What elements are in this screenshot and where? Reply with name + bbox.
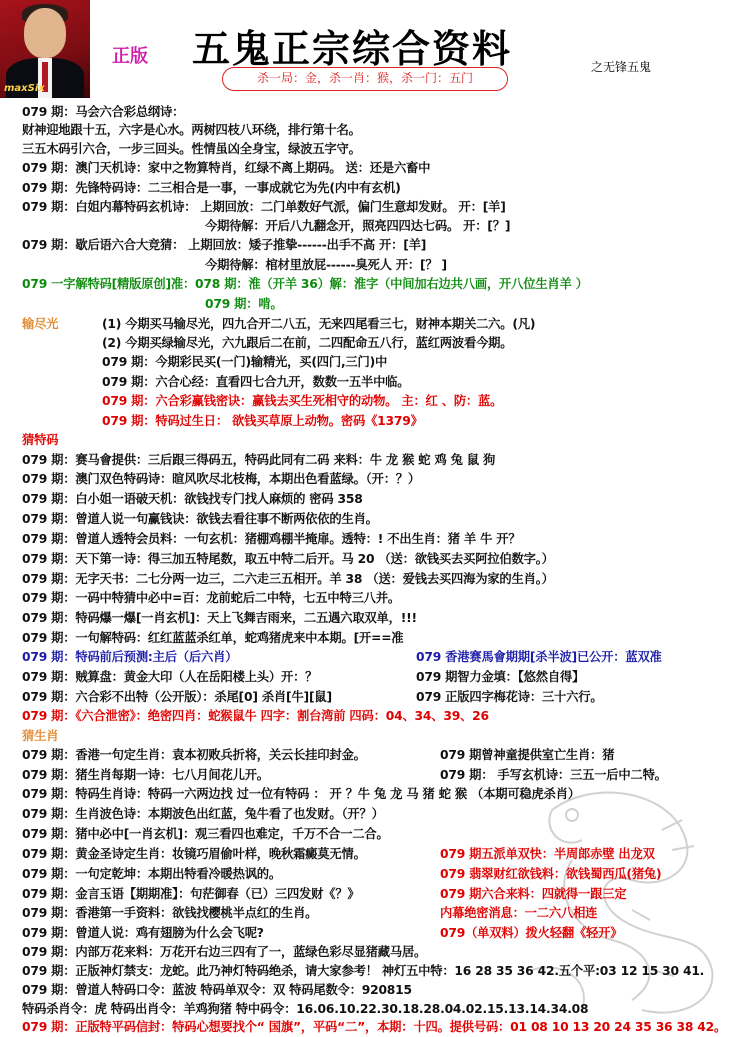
content-line: 079 期：一码中特猜中必中=百：龙前蛇后二中特，七五中特三八并。 xyxy=(22,591,400,605)
content-line: 特码杀肖令：虎 特码出肖令：羊鸡狗猪 特中码令：16.06.10.22.30.18.28.04.02.15.13.14.34.08 xyxy=(22,1002,589,1016)
content-line: 079 一字解特码[精版原创]准：078 期：淮（开羊 36）解：淮字（中间加右边共八画，开八位生肖羊 ） xyxy=(22,277,588,291)
photo-watermark: maxSix xyxy=(4,83,45,94)
content-line: 079 期：内部万花来料：万花开右边三四有了一，蓝绿色彩尽显猪藏马居。 xyxy=(22,945,427,959)
content-line: 079 期：正版特平码信封：特码心想要找个“ 国旗”，平码“二”，本期：十四。提供号码：01 08 10 13 20 24 35 36 38 42。 xyxy=(22,1020,727,1034)
content-line: 079 香港赛馬會期期[杀半波]已公开：蓝双准 xyxy=(416,650,662,664)
content-line: 079 期：金言玉语【期期准】：句茫御春（已）三四发财《？》 xyxy=(22,887,360,901)
content-line: (1) 今期买马输尽光，四九合开二八五，无来四尾看三七，财神本期关二六。(凡) xyxy=(102,317,536,331)
content-line: 079 期：特码爆一爆[一肖玄机]：天上飞舞吉雨来，二五遇六取双单，!!! xyxy=(22,611,417,625)
content-line: 079 期：特码前后预测:主后（后六肖） xyxy=(22,650,238,664)
sub-banner: 杀一局：金，杀一肖：猴，杀一门：五门 xyxy=(222,67,508,91)
content-line: 财神迎地跟十五，六字是心水。两树四枝八环绕，排行第十名。 xyxy=(22,123,361,137)
content-line: 079 期：赛马會提供：三后跟三得码五，特码此同有二码 来料：牛 龙 猴 蛇 鸡 兔 鼠 狗 xyxy=(22,453,496,467)
content-line: 079 期：六合彩不出特（公开版）：杀尾[0] 杀肖[牛][鼠] xyxy=(22,690,332,704)
content-line: 079 期：特码生肖诗：特码一六两边找 过一位有特码 ： 开 ？牛 兔 龙 马 猪 蛇 猴 （本期可稳虎杀肖） xyxy=(22,787,580,801)
content-line: 079 期：贼算盘：黄金大印（人在岳阳楼上头）开：？ xyxy=(22,670,318,684)
content-line: 079 期：六合心经：直看四七合九开，数数一五半中临。 xyxy=(102,375,410,389)
page-title: 五鬼正宗综合资料 xyxy=(192,26,513,71)
content-line: 079 期：黄金圣诗定生肖：妆镜巧眉偷叶样，晚秋霜癜莫无情。 xyxy=(22,847,366,861)
content-line: 079 期：特码过生日： 欲钱买草原上动物。密码《1379》 xyxy=(102,414,423,428)
content-line: 079 期：曾道人透特会员料：一句玄机：猪棚鸡棚半掩扉。透特：! 不出生肖：猪 羊 牛 开？ xyxy=(22,532,521,546)
content-line: 079 期：啃。 xyxy=(205,297,283,311)
content-line: 079 期：六合彩赢钱密诀：赢钱去买生死相守的动物。 主：红 、防：蓝。 xyxy=(102,394,503,408)
content-line: 079 期：香港一句定生肖：袁本初败兵折将，关云长挂印封金。 xyxy=(22,748,366,762)
content-line: 079 期：天下第一诗：得三加五特尾数，取五中特二后开。马 20 （送：欲钱买去买阿拉伯数字。） xyxy=(22,552,554,566)
content-line: 079 正版四字梅花诗：三十六行。 xyxy=(416,690,603,704)
content-line: 079（单双料）拨火轻翻《轻开》 xyxy=(440,926,623,940)
content-line: 079 期：香港第一手资料：欲钱找樱桃半点红的生肖。 xyxy=(22,906,318,920)
content-line: 猜生肖 xyxy=(22,729,59,743)
content-line: 079 期：先锋特码诗：二三相合是一事，一事成就它为先(内中有玄机) xyxy=(22,181,401,195)
content-line: 079 期：曾道人说：鸡有翅膀为什么会飞呢? xyxy=(22,926,264,940)
content-line: 079 期：猪生肖每期一诗：七八月间花儿开。 xyxy=(22,768,269,782)
content-line: 079 期：一句定乾坤：本期出特看冷暖热讽的。 xyxy=(22,867,281,881)
content-line: 079 期：生肖波色诗：本期波色出红蓝，兔牛看了也发财。（开？） xyxy=(22,807,384,821)
content-line: 输尽光 xyxy=(22,317,59,331)
content-line: 079 期曾神童提供室亡生肖：猪 xyxy=(440,748,615,762)
edition-label: 正版 xyxy=(112,46,148,67)
content-line: 079 期：歇后语六合大竞猜： 上期回放：矮子推挚------出手不高 开：[羊] xyxy=(22,238,427,252)
content-line: 079 期：白姐内幕特码玄机诗： 上期回放：二门单数好气派，偏门生意却发财。 开：[羊] xyxy=(22,200,506,214)
content-line: 079 期：正版神灯禁支：龙蛇。此乃神灯特码绝杀，请大家参考！ 神灯五中特：16 28 35 36 42.五个平:03 12 15 30 41. xyxy=(22,964,705,978)
content-line: 三五木码引六合，一步三回头。性情虽凶全身宝，绿波五字守。 xyxy=(22,142,361,156)
content-line: 079 期五派单双快：半周郎赤壁 出龙双 xyxy=(440,847,655,861)
content-line: 079 期智力金填：【悠然自得】 xyxy=(416,670,585,684)
content-line: 079 期：曾道人说一句赢钱诀：欲钱去看往事不断两依依的生肖。 xyxy=(22,512,378,526)
content-line: 079 期：猪中必中[一肖玄机]：观三看四也难定，千万不合一二合。 xyxy=(22,827,389,841)
content-line: 今期待解：开后八九翻念开，照亮四四达七码。 开：[？] xyxy=(205,219,511,233)
content-line: 079 期：马会六合彩总纲诗： xyxy=(22,105,185,119)
content-line: (2) 今期买绿输尽光，六九跟后二在前，二四配命五八行，蓝红两波看今期。 xyxy=(102,336,513,350)
content-line: 内幕绝密消息：一二六八相连 xyxy=(440,906,598,920)
content-line: 079 期：一句解特码：红红蓝蓝杀红单，蛇鸡猪虎来中本期。[开==准 xyxy=(22,631,404,645)
content-line: 079 期：曾道人特码口令：蓝波 特码单双令：双 特码尾数令：920815 xyxy=(22,983,412,997)
content-line: 今期待解：棺材里放屁------臭死人 开：[？ ] xyxy=(205,258,447,272)
content-line: 079 期：今期彩民买(一门)输精光，买(四门,三门)中 xyxy=(102,355,388,369)
content-line: 079 期六合来料：四就得一跟三定 xyxy=(440,887,627,901)
content-line: 079 期： 手写玄机诗：三五一后中二特。 xyxy=(440,768,667,782)
content-line: 079 期：白小姐一语破天机：欲钱找专门找人麻烦的 密码 358 xyxy=(22,492,363,506)
content-line: 079 期：澳门双色特码诗：暄风吹尽北枝梅，本期出色看蓝绿。（开：？） xyxy=(22,472,421,486)
content-line: 079 翡翠财红欲钱料：欲钱蜀西瓜(猪兔) xyxy=(440,867,662,881)
content-line: 079 期：无字天书：二七分两一边三，二六走三五相开。羊 38 （送：爱钱去买四海为家的生肖。） xyxy=(22,572,554,586)
content-line: 079 期：澳门天机诗：家中之物算特肖，红绿不离上期码。 送：还是六畜中 xyxy=(22,161,431,175)
content-line: 猜特码 xyxy=(22,433,59,447)
author-name: 之无锋五鬼 xyxy=(591,60,652,74)
content-line: 079 期：《六合泄密》：绝密四肖：蛇猴鼠牛 四字：割台湾前 四码：04、34、39、26 xyxy=(22,709,489,723)
